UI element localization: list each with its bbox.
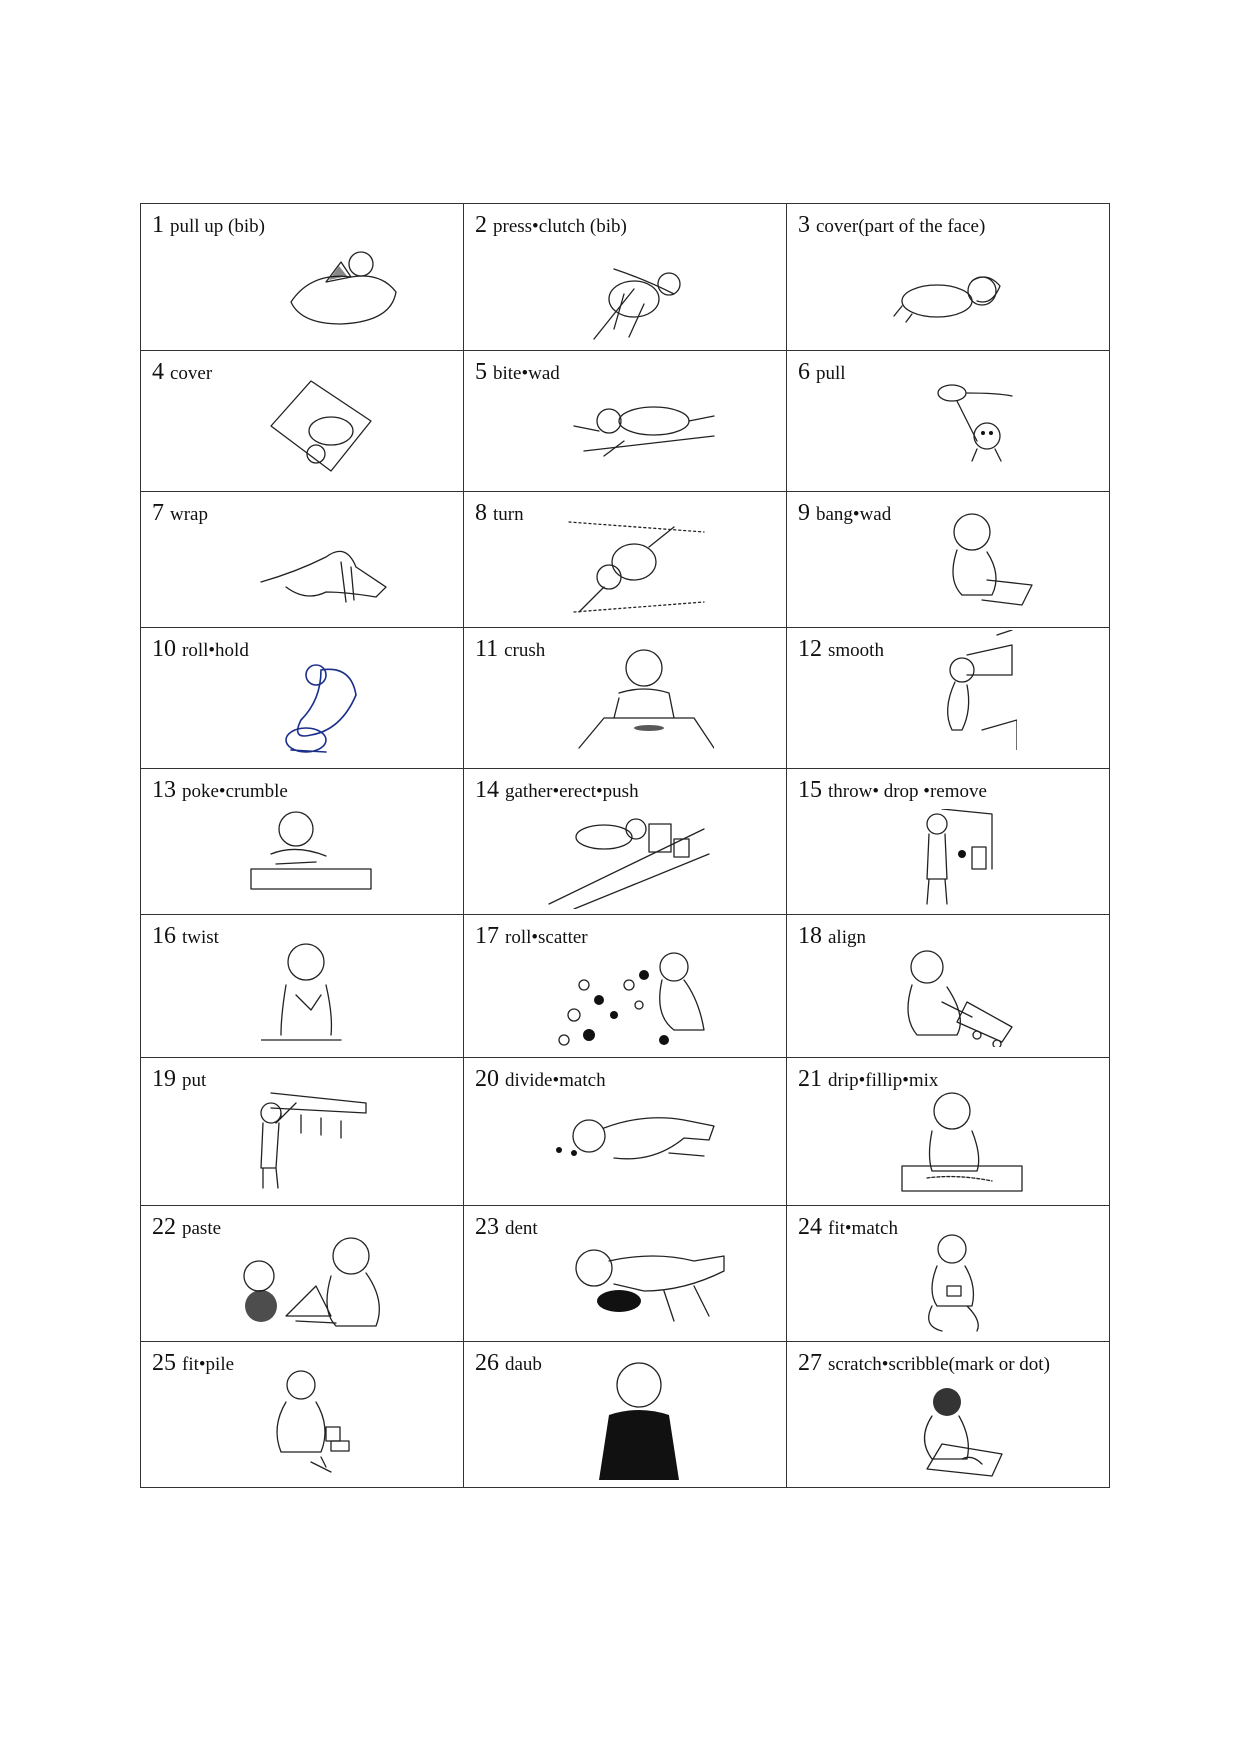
action-label: roll•hold — [182, 640, 249, 661]
action-cell-7 — [141, 492, 464, 628]
baby-banging-paper-icon — [937, 510, 1037, 610]
action-cell-24 — [787, 1206, 1110, 1342]
action-cell-18 — [787, 915, 1110, 1058]
actions-sheet — [140, 203, 1106, 1488]
action-cell-23 — [464, 1206, 787, 1342]
action-cell-8 — [464, 492, 787, 628]
action-label: smooth — [828, 640, 884, 661]
action-cell-20 — [464, 1058, 787, 1206]
action-number: 17 — [475, 923, 499, 949]
baby-turning-on-mat-icon — [564, 502, 714, 617]
action-label: twist — [182, 927, 219, 948]
action-cell-21 — [787, 1058, 1110, 1206]
action-label: pull up (bib) — [170, 216, 265, 237]
baby-throwing-objects-icon — [917, 809, 997, 909]
action-number: 2 — [475, 212, 487, 238]
baby-denting-clay-icon — [564, 1246, 734, 1331]
baby-biting-cloth-icon — [564, 396, 724, 461]
action-label: drip•fillip•mix — [828, 1070, 939, 1091]
action-number: 24 — [798, 1214, 822, 1240]
action-number: 3 — [798, 212, 810, 238]
action-label: fit•pile — [182, 1354, 235, 1375]
baby-rolling-ball-icon — [281, 660, 371, 760]
action-label: cover — [170, 363, 213, 384]
action-number: 22 — [152, 1214, 176, 1240]
action-cell-25 — [141, 1342, 464, 1488]
table-row — [141, 204, 1110, 351]
baby-covering-face-icon — [892, 266, 1012, 326]
action-number: 10 — [152, 636, 176, 662]
table-row — [141, 915, 1110, 1058]
action-cell-12 — [787, 628, 1110, 769]
action-label: fit•match — [828, 1218, 898, 1239]
action-cell-3 — [787, 204, 1110, 351]
table-row — [141, 492, 1110, 628]
action-number: 19 — [152, 1066, 176, 1092]
action-number: 8 — [475, 500, 487, 526]
baby-aligning-toys-icon — [897, 947, 1027, 1047]
baby-clutching-bib-icon — [574, 249, 704, 344]
action-cell-14 — [464, 769, 787, 915]
action-cell-22 — [141, 1206, 464, 1342]
table-row — [141, 1206, 1110, 1342]
action-cell-26 — [464, 1342, 787, 1488]
action-cell-6 — [787, 351, 1110, 492]
action-label: daub — [505, 1354, 542, 1375]
action-cell-10 — [141, 628, 464, 769]
table-row — [141, 769, 1110, 915]
baby-scribbling-icon — [907, 1384, 1007, 1479]
action-cell-1 — [141, 204, 464, 351]
action-label: divide•match — [505, 1070, 606, 1091]
baby-smoothing-surface-icon — [927, 630, 1017, 750]
action-cell-2 — [464, 204, 787, 351]
baby-under-cloth-icon — [261, 376, 381, 476]
action-number: 12 — [798, 636, 822, 662]
baby-scattering-balls-icon — [554, 945, 724, 1050]
action-number: 6 — [798, 359, 810, 385]
action-label: gather•erect•push — [505, 781, 639, 802]
action-number: 18 — [798, 923, 822, 949]
action-label: wrap — [170, 504, 208, 525]
baby-crawling-dividing-icon — [544, 1108, 719, 1178]
action-label: paste — [182, 1218, 222, 1239]
baby-fitting-pieces-icon — [917, 1231, 997, 1336]
action-number: 14 — [475, 777, 499, 803]
actions-table — [140, 203, 1110, 1488]
action-number: 4 — [152, 359, 164, 385]
action-label: scratch•scribble(mark or dot) — [828, 1354, 1050, 1375]
action-label: crush — [504, 640, 546, 661]
action-number: 9 — [798, 500, 810, 526]
action-number: 15 — [798, 777, 822, 803]
baby-poking-at-table-icon — [246, 804, 376, 894]
action-cell-13 — [141, 769, 464, 915]
baby-mixing-on-mat-icon — [897, 1086, 1027, 1196]
action-label: throw• drop •remove — [828, 781, 987, 802]
action-label: roll•scatter — [505, 927, 588, 948]
action-label: pull — [816, 363, 846, 384]
action-number: 16 — [152, 923, 176, 949]
baby-pasting-icon — [241, 1231, 386, 1331]
action-cell-16 — [141, 915, 464, 1058]
action-cell-19 — [141, 1058, 464, 1206]
action-cell-4 — [141, 351, 464, 492]
action-cell-17 — [464, 915, 787, 1058]
action-label: press•clutch (bib) — [493, 216, 627, 237]
action-label: align — [828, 927, 866, 948]
action-number: 20 — [475, 1066, 499, 1092]
action-number: 21 — [798, 1066, 822, 1092]
action-number: 5 — [475, 359, 487, 385]
baby-piling-blocks-icon — [261, 1367, 361, 1477]
baby-daubing-paint-icon — [594, 1360, 684, 1480]
baby-putting-on-shelf-icon — [251, 1073, 371, 1193]
action-label: put — [182, 1070, 207, 1091]
action-cell-9 — [787, 492, 1110, 628]
action-label: dent — [505, 1218, 538, 1239]
action-number: 13 — [152, 777, 176, 803]
table-row — [141, 351, 1110, 492]
action-label: bite•wad — [493, 363, 560, 384]
action-number: 25 — [152, 1350, 176, 1376]
baby-pulling-toy-icon — [917, 381, 1027, 466]
action-label: cover(part of the face) — [816, 216, 986, 237]
table-row — [141, 1342, 1110, 1488]
action-number: 11 — [475, 636, 499, 662]
table-row — [141, 628, 1110, 769]
action-number: 26 — [475, 1350, 499, 1376]
action-number: 27 — [798, 1350, 822, 1376]
action-label: poke•crumble — [182, 781, 288, 802]
action-label: turn — [493, 504, 524, 525]
action-cell-11 — [464, 628, 787, 769]
action-cell-15 — [787, 769, 1110, 915]
action-label: bang•wad — [816, 504, 892, 525]
baby-twisting-icon — [261, 940, 351, 1045]
action-number: 1 — [152, 212, 164, 238]
action-cell-27 — [787, 1342, 1110, 1488]
baby-crushing-at-table-icon — [574, 643, 714, 753]
action-number: 7 — [152, 500, 164, 526]
baby-pushing-blocks-icon — [544, 799, 714, 909]
action-number: 23 — [475, 1214, 499, 1240]
action-cell-5 — [464, 351, 787, 492]
baby-wrapped-icon — [256, 532, 396, 607]
baby-pulling-bib-icon — [281, 242, 411, 332]
table-row — [141, 1058, 1110, 1206]
